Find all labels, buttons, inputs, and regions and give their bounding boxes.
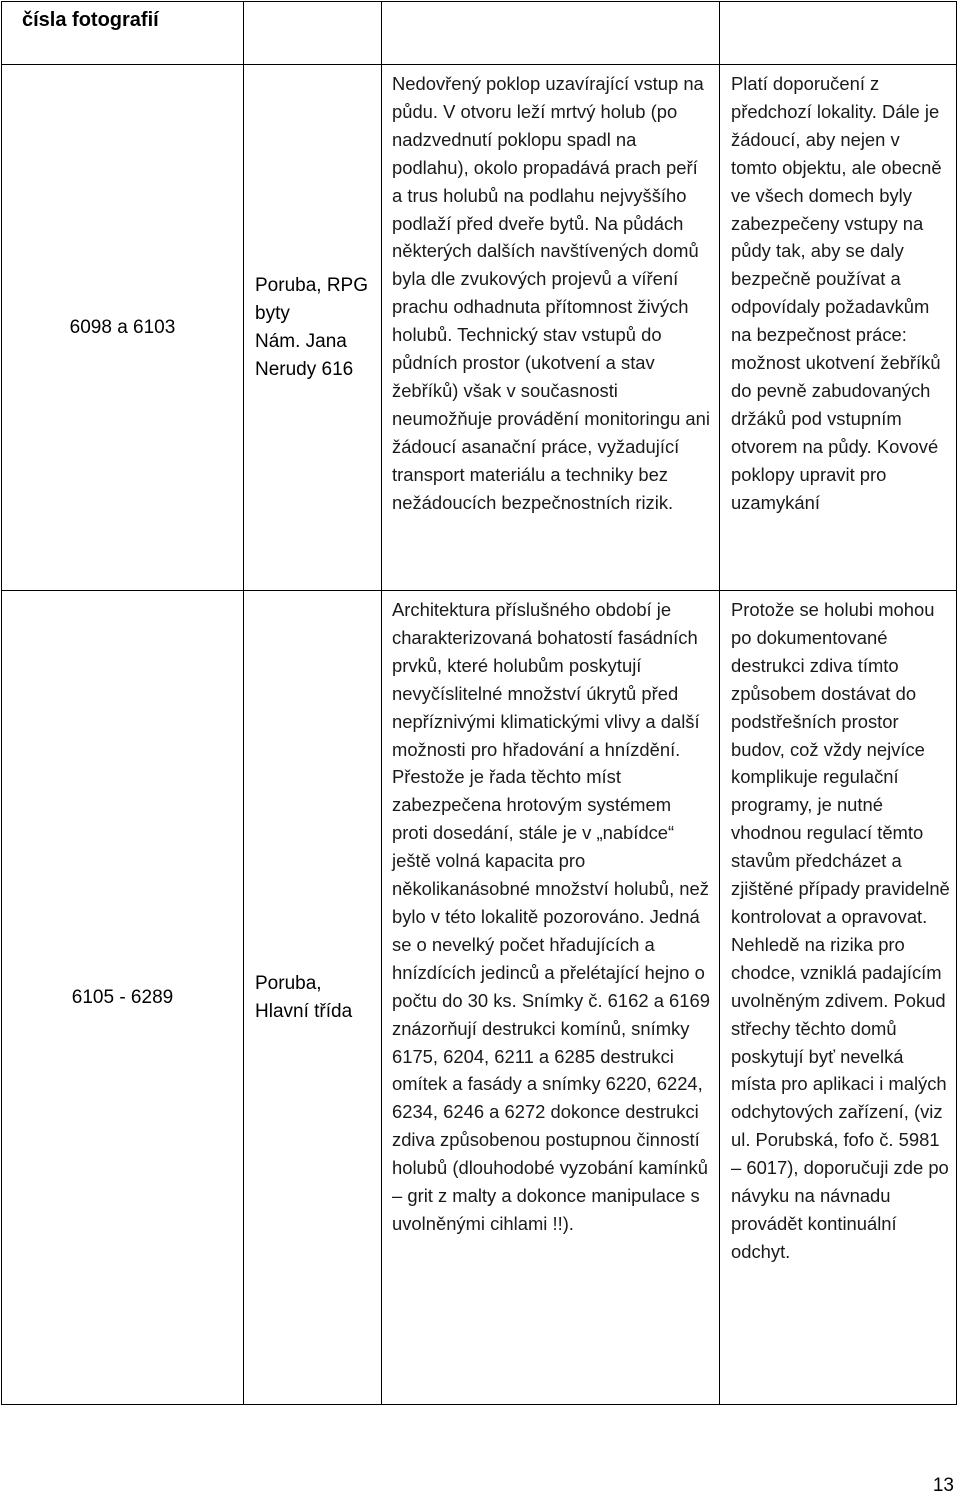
photo-numbers-cell: 6105 - 6289 (2, 591, 244, 1405)
header-cell-empty (244, 2, 382, 65)
location-line: Nerudy 616 (255, 358, 354, 380)
photo-report-table (1, 1, 957, 1405)
header-cell-photo-numbers (2, 2, 244, 65)
description-text: Nedovřený poklop uzavírající vstup na půdu. V otvoru leží mrtvý holub (po nadzvednutí poklopu spadl na podlahu), okolo propadává prach peří a trus holubů na podlahu nejvyššího podlaží před dveře bytů. Na půdách některých dalších navštívených domů byla dle zvukových projevů a víření prachu odhadnuta přítomnost živých holubů. Technický stav vstupů do půdních prostor (ukotvení a stav žebříků) však v současnosti neumožňuje provádění monitoringu ani žádoucí asanační práce, vyžadující transport materiálu a techniky bez nežádoucích bezpečnostních rizik. (392, 73, 710, 513)
photo-numbers-cell: 6098 a 6103 (2, 65, 244, 591)
page-number: 13 (932, 1475, 954, 1496)
header-cell-empty (720, 2, 957, 65)
recommendation-text: Protože se holubi mohou po dokumentované destrukci zdiva tímto způsobem dostávat do podstřešních prostor budov, což vždy nejvíce komplikuje regulační programy, je nutné vhodnou regulací těmto stavům předcházet a zjištěné případy pravidelně kontrolovat a opravovat. Nehledě na rizika pro chodce, vzniklá padajícím uvolněným zdivem. Pokud střechy těchto domů poskytují byť nevelká místa pro aplikaci i malých odchytových zařízení, (viz ul. Porubská, fofo č. 5981 – 6017), doporučuji zde po návyku na návnadu provádět kontinuální odchyt. (731, 599, 950, 1262)
location-cell (244, 65, 382, 591)
description-cell (382, 591, 720, 1405)
location-line: Poruba, RPG (255, 274, 368, 296)
table-header-row (2, 2, 957, 65)
table-row (2, 591, 957, 1405)
recommendation-cell (720, 591, 957, 1405)
location-line: Hlavní třída (255, 1000, 353, 1022)
header-cell-empty (382, 2, 720, 65)
table-row (2, 65, 957, 591)
location-line: byty (255, 302, 290, 324)
description-text: Architektura příslušného období je charakterizovaná bohatostí fasádních prvků, které holubům poskytují nevyčíslitelné množství úkrytů před nepříznivými klimatickými vlivy a další možnosti pro hřadování a hnízdění. Přestože je řada těchto míst zabezpečena hrotovým systémem proti dosedání, stále je v „nabídce“ ještě volná kapacita pro několikanásobné množství holubů, než bylo v této lokalitě pozorováno. Jedná se o nevelký počet hřadujících a hnízdících jedinců a přelétající hejno o počtu do 30 ks. Snímky č. 6162 a 6169 znázorňují destrukci komínů, snímky 6175, 6204, 6211 a 6285 destrukci omítek a fasády a snímky 6220, 6224, 6234, 6246 a 6272 dokonce destrukci zdiva způsobenou postupnou činností holubů (dlouhodobé vyzobání kamínků – grit z malty a dokonce manipulace s uvolněnými cihlami !!). (392, 599, 710, 1234)
description-cell (382, 65, 720, 591)
recommendation-cell (720, 65, 957, 591)
location-cell (244, 591, 382, 1405)
header-label: čísla fotografií (22, 9, 159, 31)
recommendation-text: Platí doporučení z předchozí lokality. Dále je žádoucí, aby nejen v tomto objektu, ale obecně ve všech domech byly zabezpečeny vstupy na půdy tak, aby se daly bezpečně používat a odpovídaly požadavkům na bezpečnost práce: možnost ukotvení žebříků do pevně zabudovaných držáků pod vstupním otvorem na půdy. Kovové poklopy upravit pro uzamykání (731, 73, 942, 513)
location-line: Poruba, (255, 972, 322, 994)
location-line: Nám. Jana (255, 330, 347, 352)
